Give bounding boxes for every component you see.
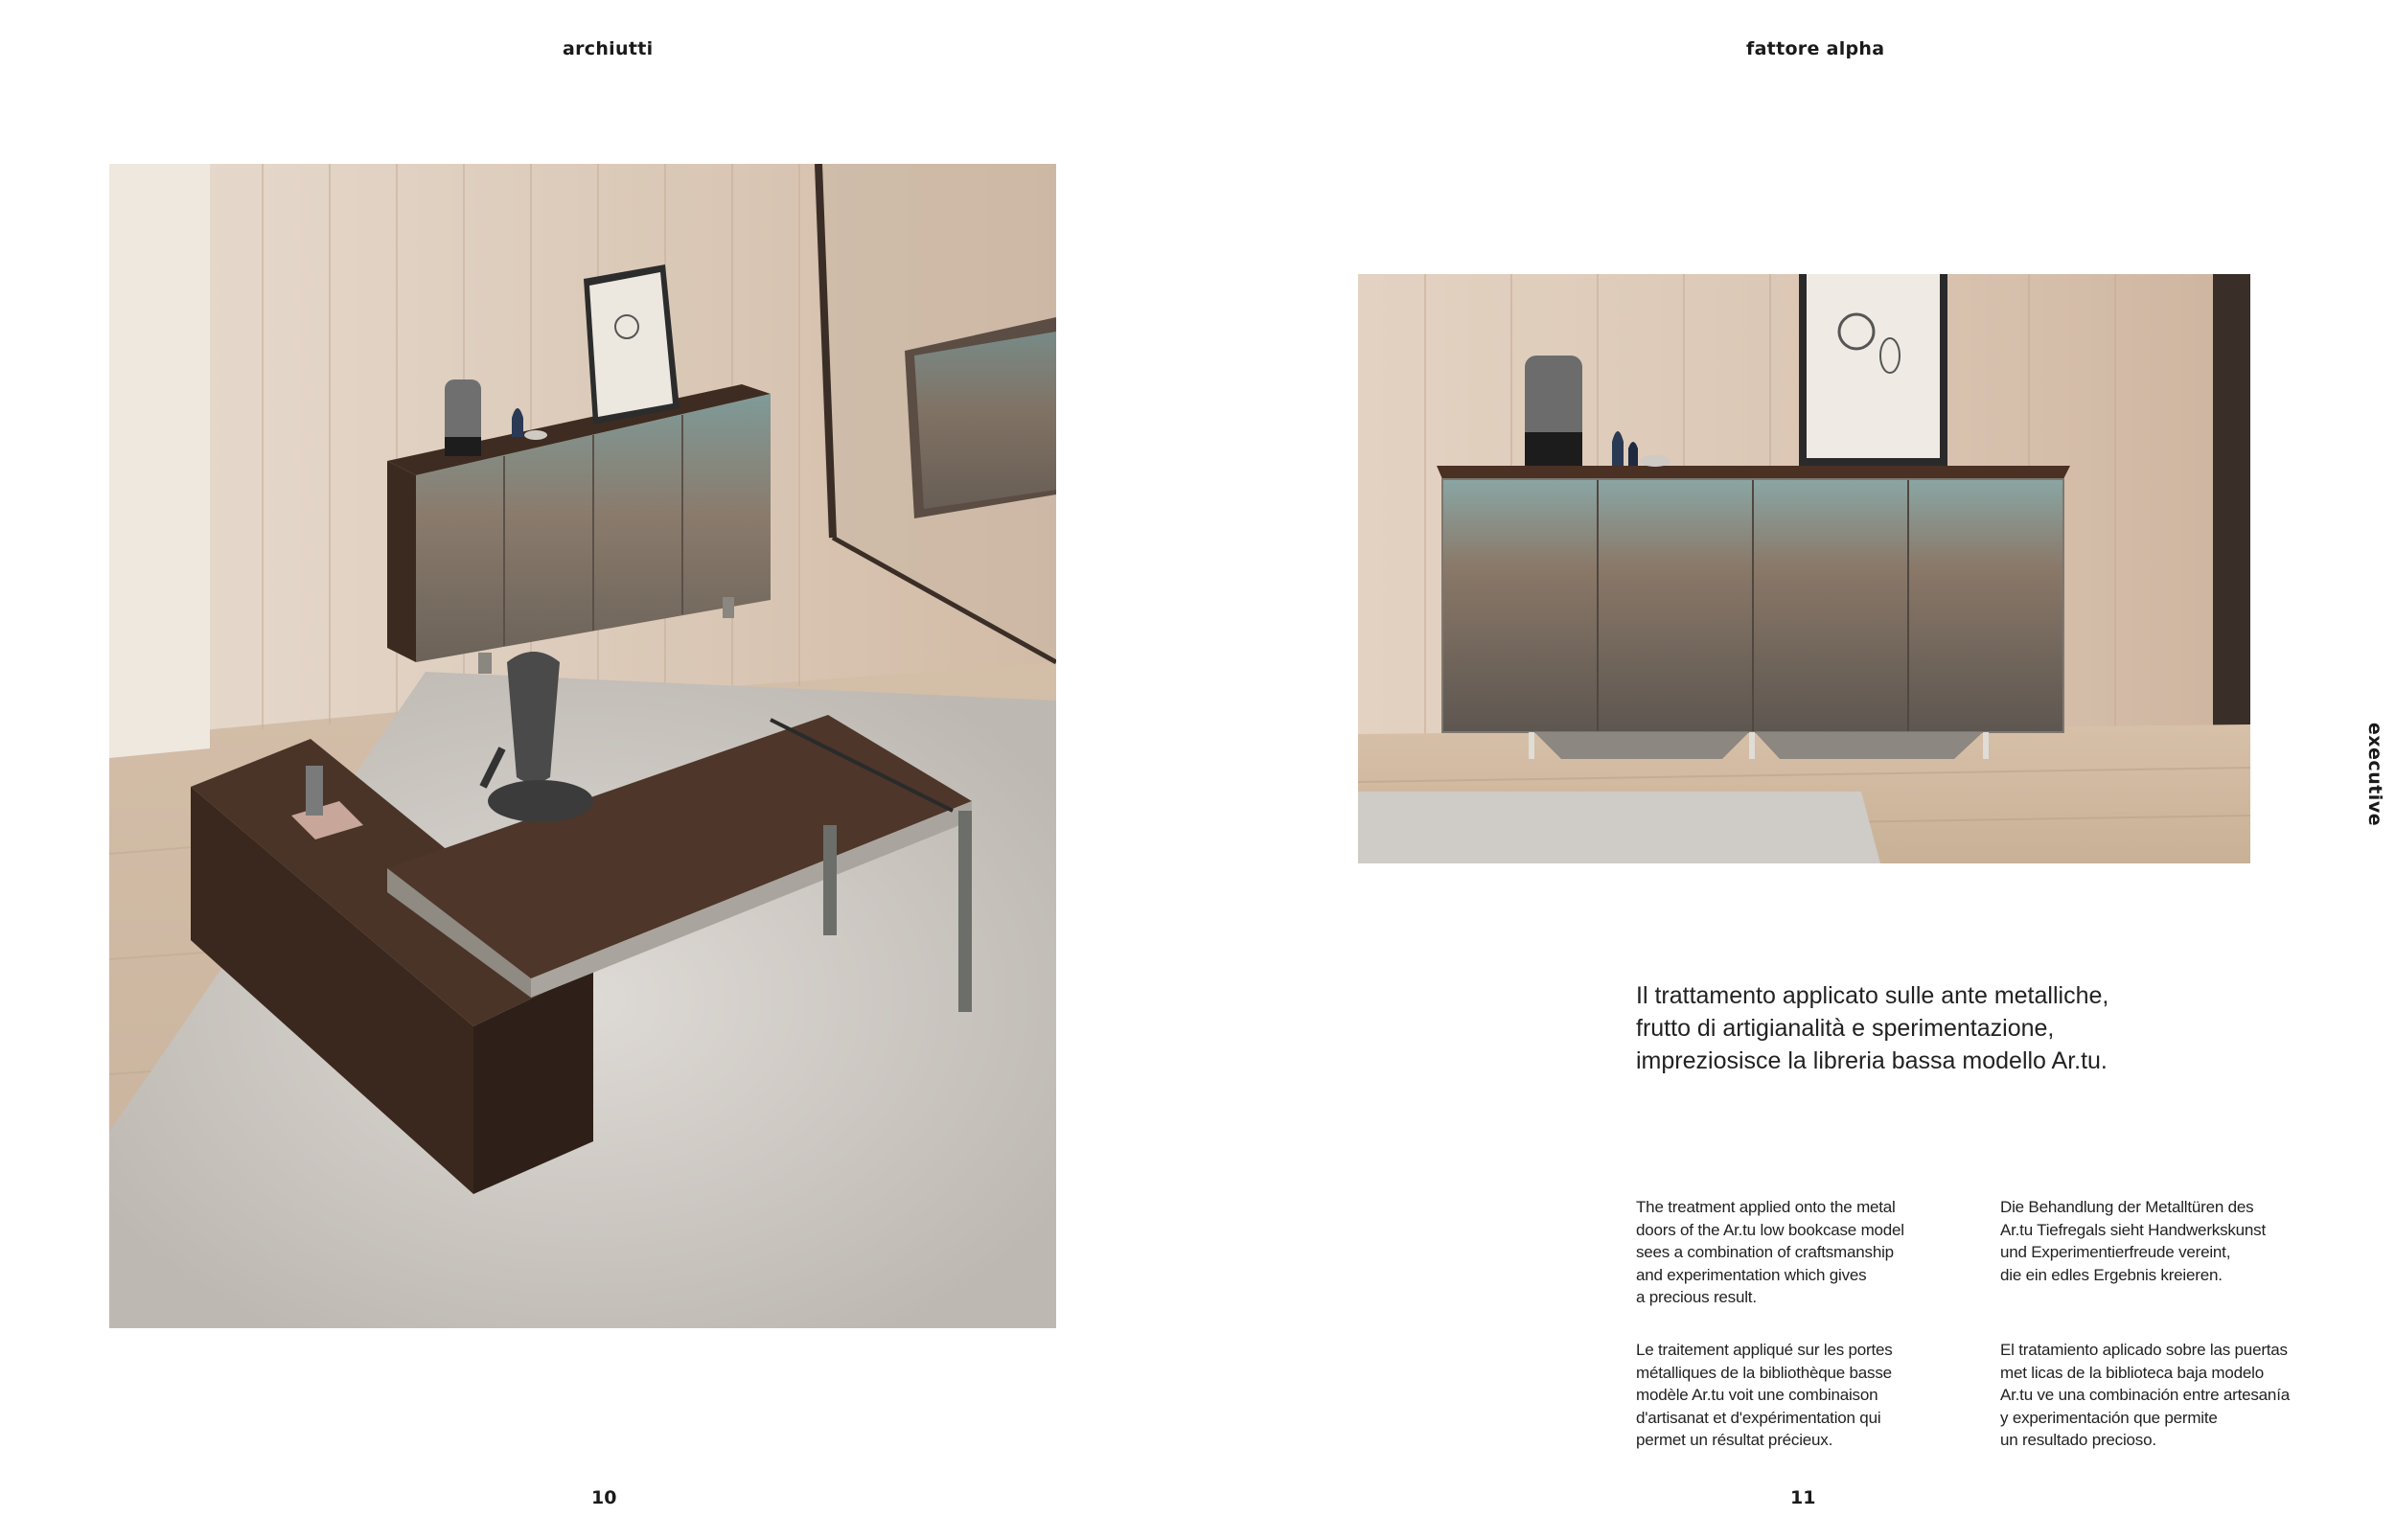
paragraph-line: doors of the Ar.tu low bookcase model xyxy=(1636,1220,1904,1239)
right-page-number: 11 xyxy=(1790,1487,1816,1508)
paragraph-line: a precious result. xyxy=(1636,1288,1757,1306)
paragraph-german xyxy=(2000,1196,2345,1286)
paragraph-line: Ar.tu Tiefregals sieht Handwerkskunst xyxy=(2000,1220,2267,1239)
paragraph-line: and experimentation which gives xyxy=(1636,1265,1867,1284)
office-desk-photo xyxy=(109,164,1056,1328)
paragraph-spanish xyxy=(2000,1339,2345,1452)
paragraph-line: métalliques de la bibliothèque basse xyxy=(1636,1363,1892,1382)
bookcase-illustration xyxy=(1358,274,2250,863)
headline-line: frutto di artigianalità e sperimentazione, xyxy=(1636,1015,2055,1042)
paragraph-line: modèle Ar.tu voit une combinaison xyxy=(1636,1386,1878,1404)
right-page-header: fattore alpha xyxy=(1746,38,1885,59)
office-desk-illustration xyxy=(109,164,1056,1328)
headline-italian xyxy=(1636,979,2230,1077)
left-page-header: archiutti xyxy=(563,38,654,59)
paragraph-english xyxy=(1636,1196,1981,1309)
paragraph-line: un resultado precioso. xyxy=(2000,1431,2156,1449)
paragraph-french xyxy=(1636,1339,1981,1452)
headline-line: impreziosisce la libreria bassa modello Ar.tu. xyxy=(1636,1047,2108,1074)
paragraph-line: Die Behandlung der Metalltüren des xyxy=(2000,1198,2254,1216)
paragraph-line: sees a combination of craftsmanship xyxy=(1636,1243,1894,1261)
paragraph-line: y experimentación que permite xyxy=(2000,1408,2218,1427)
paragraph-line: permet un résultat précieux. xyxy=(1636,1431,1833,1449)
bookcase-photo xyxy=(1358,274,2250,863)
paragraph-line: die ein edles Ergebnis kreieren. xyxy=(2000,1265,2223,1284)
paragraph-line: El tratamiento aplicado sobre las puertas xyxy=(2000,1341,2288,1359)
left-page-number: 10 xyxy=(591,1487,617,1508)
paragraph-line: The treatment applied onto the metal xyxy=(1636,1198,1896,1216)
paragraph-line: met licas de la biblioteca baja modelo xyxy=(2000,1363,2264,1382)
paragraph-line: d'artisanat et d'expérimentation qui xyxy=(1636,1408,1881,1427)
paragraph-line: Ar.tu ve una combinación entre artesanía xyxy=(2000,1386,2290,1404)
side-section-text: executive xyxy=(2364,722,2385,827)
paragraph-line: und Experimentierfreude vereint, xyxy=(2000,1243,2231,1261)
headline-line: Il trattamento applicato sulle ante metalliche, xyxy=(1636,982,2109,1009)
paragraph-line: Le traitement appliqué sur les portes xyxy=(1636,1341,1893,1359)
